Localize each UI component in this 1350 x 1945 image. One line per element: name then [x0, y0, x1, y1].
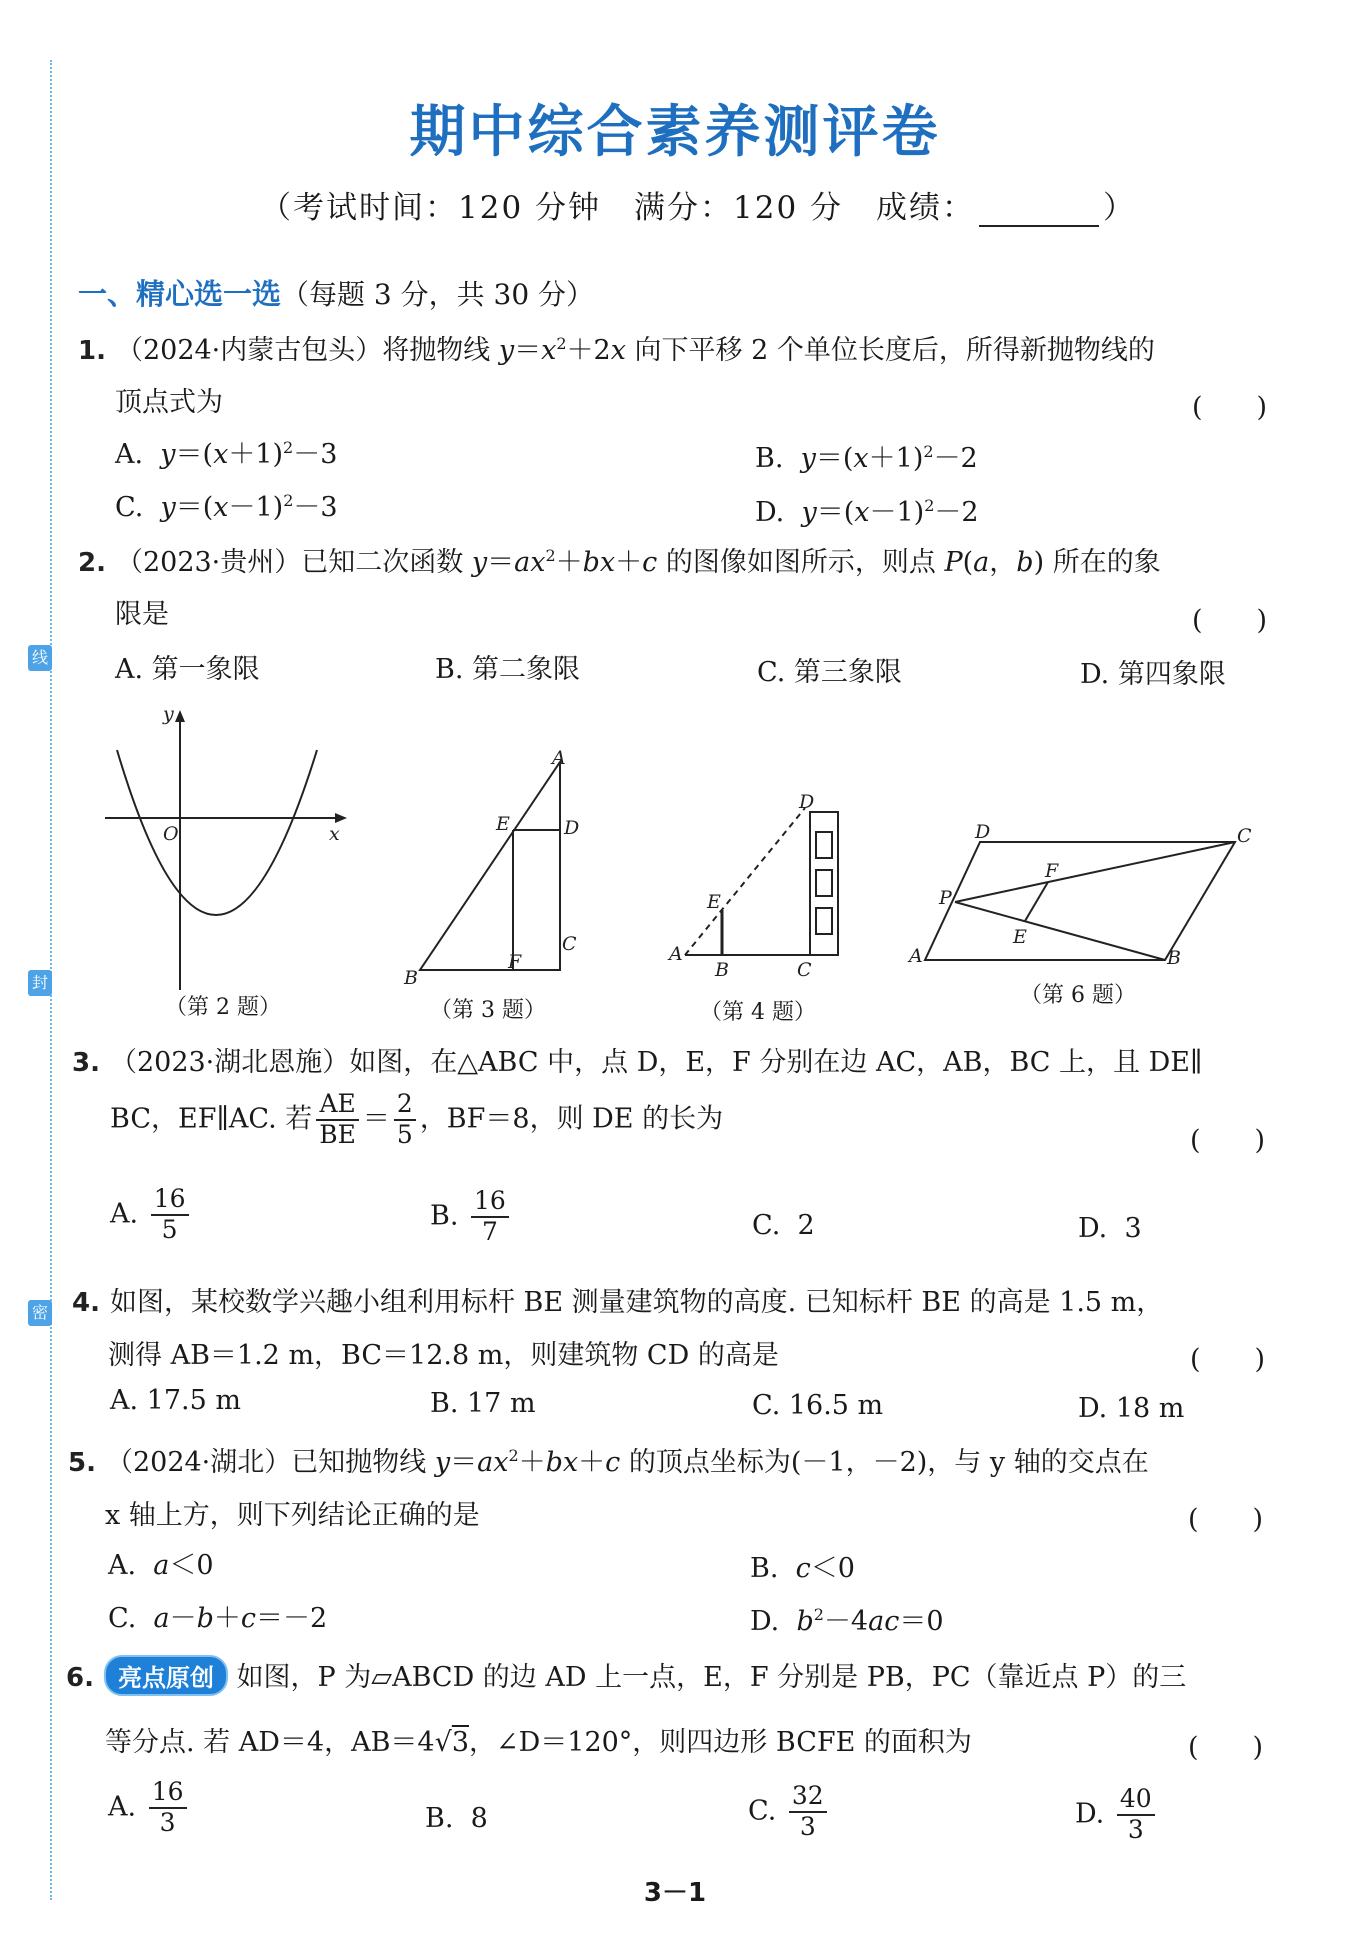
fraction-ae-be	[316, 1090, 359, 1150]
side-mark-mi: 密	[28, 1300, 52, 1326]
sqrt-expression: √3	[434, 1727, 469, 1758]
fraction	[149, 1778, 187, 1838]
fraction-denominator: 5	[396, 1119, 413, 1149]
caption-q6: （第 6 题）	[1020, 983, 1136, 1008]
exam-info	[260, 182, 1136, 227]
question-text: 将抛物线	[382, 335, 499, 366]
figure-q6	[905, 820, 1275, 974]
exam-info-text: （考试时间：120 分钟 满分：120 分 成绩：	[260, 190, 976, 226]
figure-q3	[400, 747, 590, 996]
option-label: B.	[750, 1553, 779, 1584]
question-text: ，BF＝8，则 DE 的长为	[419, 1103, 724, 1135]
option-a[interactable]	[108, 1778, 191, 1838]
answer-paren[interactable]: ( )	[1188, 1504, 1264, 1535]
question-4-line2: 测得 AB＝1.2 m，BC＝12.8 m，则建筑物 CD 的高是	[108, 1340, 779, 1371]
option-label: C.	[748, 1795, 777, 1827]
origin-label: O	[163, 823, 179, 845]
fraction	[471, 1187, 509, 1247]
side-mark-xian: 线	[28, 645, 52, 671]
question-5	[68, 1440, 1149, 1479]
option-label: C.	[108, 1603, 137, 1634]
option-label: A.	[110, 1198, 139, 1230]
point-label: B	[404, 967, 418, 989]
point-label: D	[975, 821, 991, 843]
building-diagram	[665, 790, 865, 985]
fraction-denominator: 3	[1127, 1814, 1144, 1844]
question-5-line2: x 轴上方，则下列结论正确的是	[105, 1500, 480, 1531]
question-source: （2023·湖北恩施）	[109, 1047, 350, 1078]
question-3-line2	[110, 1090, 723, 1150]
option-label: D.	[1078, 1213, 1108, 1244]
option-d[interactable]: D. $y=(x-1)^2-2$	[755, 496, 979, 528]
section-title: 一、精心选一选	[78, 277, 282, 311]
axis-label-x: x	[329, 823, 340, 845]
figure-q4	[665, 790, 865, 989]
question-3	[72, 1040, 1202, 1079]
option-b[interactable]	[430, 1187, 513, 1247]
formula: $y=x^2+2x$	[498, 334, 626, 366]
option-c[interactable]: C. a－b＋c＝－2	[108, 1603, 328, 1634]
fraction-numerator: 2	[394, 1090, 416, 1121]
fraction-numerator: 16	[151, 1185, 189, 1216]
side-mark-feng: 封	[28, 970, 52, 996]
option-label: A.	[108, 1550, 137, 1581]
question-2	[78, 540, 1161, 579]
option-b[interactable]: B. c＜0	[750, 1553, 855, 1584]
point-label: E	[707, 891, 721, 913]
fraction-numerator: 16	[471, 1187, 509, 1218]
option-a[interactable]: A. 17.5 m	[110, 1385, 241, 1416]
fraction-denominator: 3	[799, 1811, 816, 1841]
option-label: D.	[755, 497, 785, 528]
option-label: B.	[755, 443, 784, 474]
option-d[interactable]: D. 18 m	[1078, 1393, 1185, 1424]
formula: $y=ax^2+bx+c$	[434, 1446, 621, 1478]
point-label: A	[909, 945, 923, 967]
question-text: 的顶点坐标为(－1，－2)，与 y 轴的交点在	[620, 1447, 1149, 1478]
question-source: （2024·湖北）	[105, 1447, 292, 1478]
question-text: 所在的象	[1044, 547, 1161, 578]
question-text: 已知二次函数	[301, 547, 472, 578]
point-label: B	[715, 959, 729, 981]
triangle-diagram	[400, 747, 590, 992]
point-label: E	[1013, 926, 1027, 948]
question-text: 如图，在△ABC 中，点 D，E，F 分别在边 AC，AB，BC 上，且 DE∥	[349, 1047, 1203, 1078]
option-label: D.	[750, 1606, 780, 1637]
figure-q2	[95, 700, 355, 994]
fraction-numerator: 16	[149, 1778, 187, 1809]
answer-paren[interactable]: ( )	[1190, 1344, 1266, 1375]
page-title: 期中综合素养测评卷	[409, 100, 941, 165]
question-number: 6.	[66, 1663, 94, 1693]
option-value: 8	[470, 1803, 488, 1834]
question-2-line2: 限是	[115, 599, 169, 630]
question-text: 已知抛物线	[291, 1447, 435, 1478]
question-source: （2023·贵州）	[115, 547, 302, 578]
fraction-numerator: 40	[1117, 1785, 1155, 1816]
option-label: B.	[425, 1803, 454, 1834]
question-number: 2.	[78, 548, 106, 578]
point-label: A	[552, 747, 566, 769]
point-label: B	[1167, 947, 1181, 969]
answer-paren[interactable]: ( )	[1192, 605, 1268, 636]
option-label: A.	[115, 439, 144, 470]
formula: $y=ax^2+bx+c$	[471, 546, 658, 578]
fraction-denominator: 3	[159, 1807, 176, 1837]
option-a[interactable]	[110, 1185, 193, 1245]
option-b[interactable]: B. $y=(x+1)^2-2$	[755, 442, 978, 474]
point-label: D	[799, 791, 815, 813]
fraction-numerator: AE	[316, 1090, 359, 1121]
equals-sign: ＝	[362, 1103, 390, 1135]
fraction	[789, 1782, 827, 1842]
point-label: E	[496, 813, 510, 835]
option-label: A.	[108, 1791, 137, 1823]
question-number: 1.	[78, 336, 106, 366]
question-text: 向下平移 2 个单位长度后，所得新抛物线的	[625, 335, 1155, 366]
question-text: 如图，某校数学兴趣小组利用标杆 BE 测量建筑物的高度. 已知标杆 BE 的高是 1.5 m，	[109, 1287, 1164, 1318]
fraction-denominator: 7	[481, 1216, 498, 1246]
section-note: （每题 3 分，共 30 分）	[281, 278, 595, 311]
exam-info-close: ）	[1103, 190, 1137, 226]
point-label: D	[564, 817, 580, 839]
option-d[interactable]: D. 第四象限	[1080, 659, 1226, 690]
parabola-graph	[95, 700, 355, 990]
option-value: 3	[1124, 1213, 1142, 1244]
question-1	[78, 328, 1155, 367]
question-number: 3.	[72, 1048, 100, 1078]
option-b[interactable]	[425, 1803, 488, 1834]
point-label: F	[1045, 860, 1059, 882]
option-c[interactable]	[752, 1210, 815, 1241]
question-text: 的图像如图所示，则点	[657, 547, 945, 578]
score-blank[interactable]	[979, 199, 1099, 227]
formula: P(a，b)	[944, 547, 1045, 578]
option-c[interactable]: C. 16.5 m	[752, 1390, 884, 1421]
fraction	[1117, 1785, 1155, 1845]
option-a[interactable]: A. a＜0	[108, 1550, 214, 1581]
option-c[interactable]: C. $y=(x-1)^2-3$	[115, 491, 338, 523]
question-6-line2	[105, 1720, 972, 1759]
answer-paren[interactable]: ( )	[1190, 1125, 1266, 1156]
question-source: （2024·内蒙古包头）	[115, 335, 383, 366]
question-number: 5.	[68, 1448, 96, 1478]
question-1-line2: 顶点式为	[115, 387, 223, 418]
answer-paren[interactable]: ( )	[1188, 1732, 1264, 1763]
option-b[interactable]: B. 17 m	[430, 1388, 536, 1419]
option-d[interactable]	[1075, 1785, 1159, 1845]
question-6	[66, 1655, 1186, 1696]
question-4	[72, 1280, 1163, 1319]
original-badge: 亮点原创	[104, 1655, 228, 1696]
question-number: 4.	[72, 1288, 100, 1318]
fraction-denominator: 5	[161, 1214, 178, 1244]
option-b[interactable]: B. 第二象限	[435, 654, 581, 685]
caption-q3: （第 3 题）	[430, 998, 546, 1023]
point-label: C	[562, 933, 577, 955]
answer-paren[interactable]: ( )	[1192, 392, 1268, 423]
parallelogram-diagram	[905, 820, 1275, 970]
point-label: A	[669, 943, 683, 965]
sqrt-radicand: 3	[451, 1727, 469, 1758]
option-a[interactable]: A. 第一象限	[115, 654, 260, 685]
axis-label-y: y	[163, 703, 174, 725]
option-label: C.	[115, 492, 144, 523]
caption-q2: （第 2 题）	[165, 995, 281, 1020]
option-c[interactable]	[748, 1782, 831, 1842]
point-label: C	[1237, 825, 1252, 847]
section-header	[78, 272, 594, 313]
fraction-numerator: 32	[789, 1782, 827, 1813]
caption-q4: （第 4 题）	[700, 1000, 816, 1025]
point-label: C	[797, 959, 812, 981]
question-text: BC，EF∥AC. 若	[110, 1103, 313, 1135]
option-d[interactable]: D. $b^2-4ac=0$	[750, 1605, 944, 1637]
page-number: 3－1	[643, 1878, 707, 1908]
option-label: B.	[430, 1200, 459, 1232]
option-c[interactable]: C. 第三象限	[757, 657, 902, 688]
option-label: C.	[752, 1210, 781, 1241]
option-label: D.	[1075, 1798, 1105, 1830]
question-text: 如图，P 为▱ABCD 的边 AD 上一点，E，F 分别是 PB，PC（靠近点 P）的三	[236, 1662, 1187, 1693]
fraction	[151, 1185, 189, 1245]
point-label: F	[508, 951, 522, 973]
fraction-denominator: BE	[319, 1119, 356, 1149]
question-text: 等分点. 若 AD＝4，AB＝4	[105, 1727, 435, 1758]
point-label: P	[939, 887, 952, 909]
fraction-2-5	[394, 1090, 416, 1150]
option-a[interactable]: A. $y=(x+1)^2-3$	[115, 438, 338, 470]
question-text: ，∠D＝120°，则四边形 BCFE 的面积为	[469, 1727, 972, 1758]
option-value: 2	[797, 1210, 815, 1241]
option-d[interactable]	[1078, 1213, 1142, 1244]
